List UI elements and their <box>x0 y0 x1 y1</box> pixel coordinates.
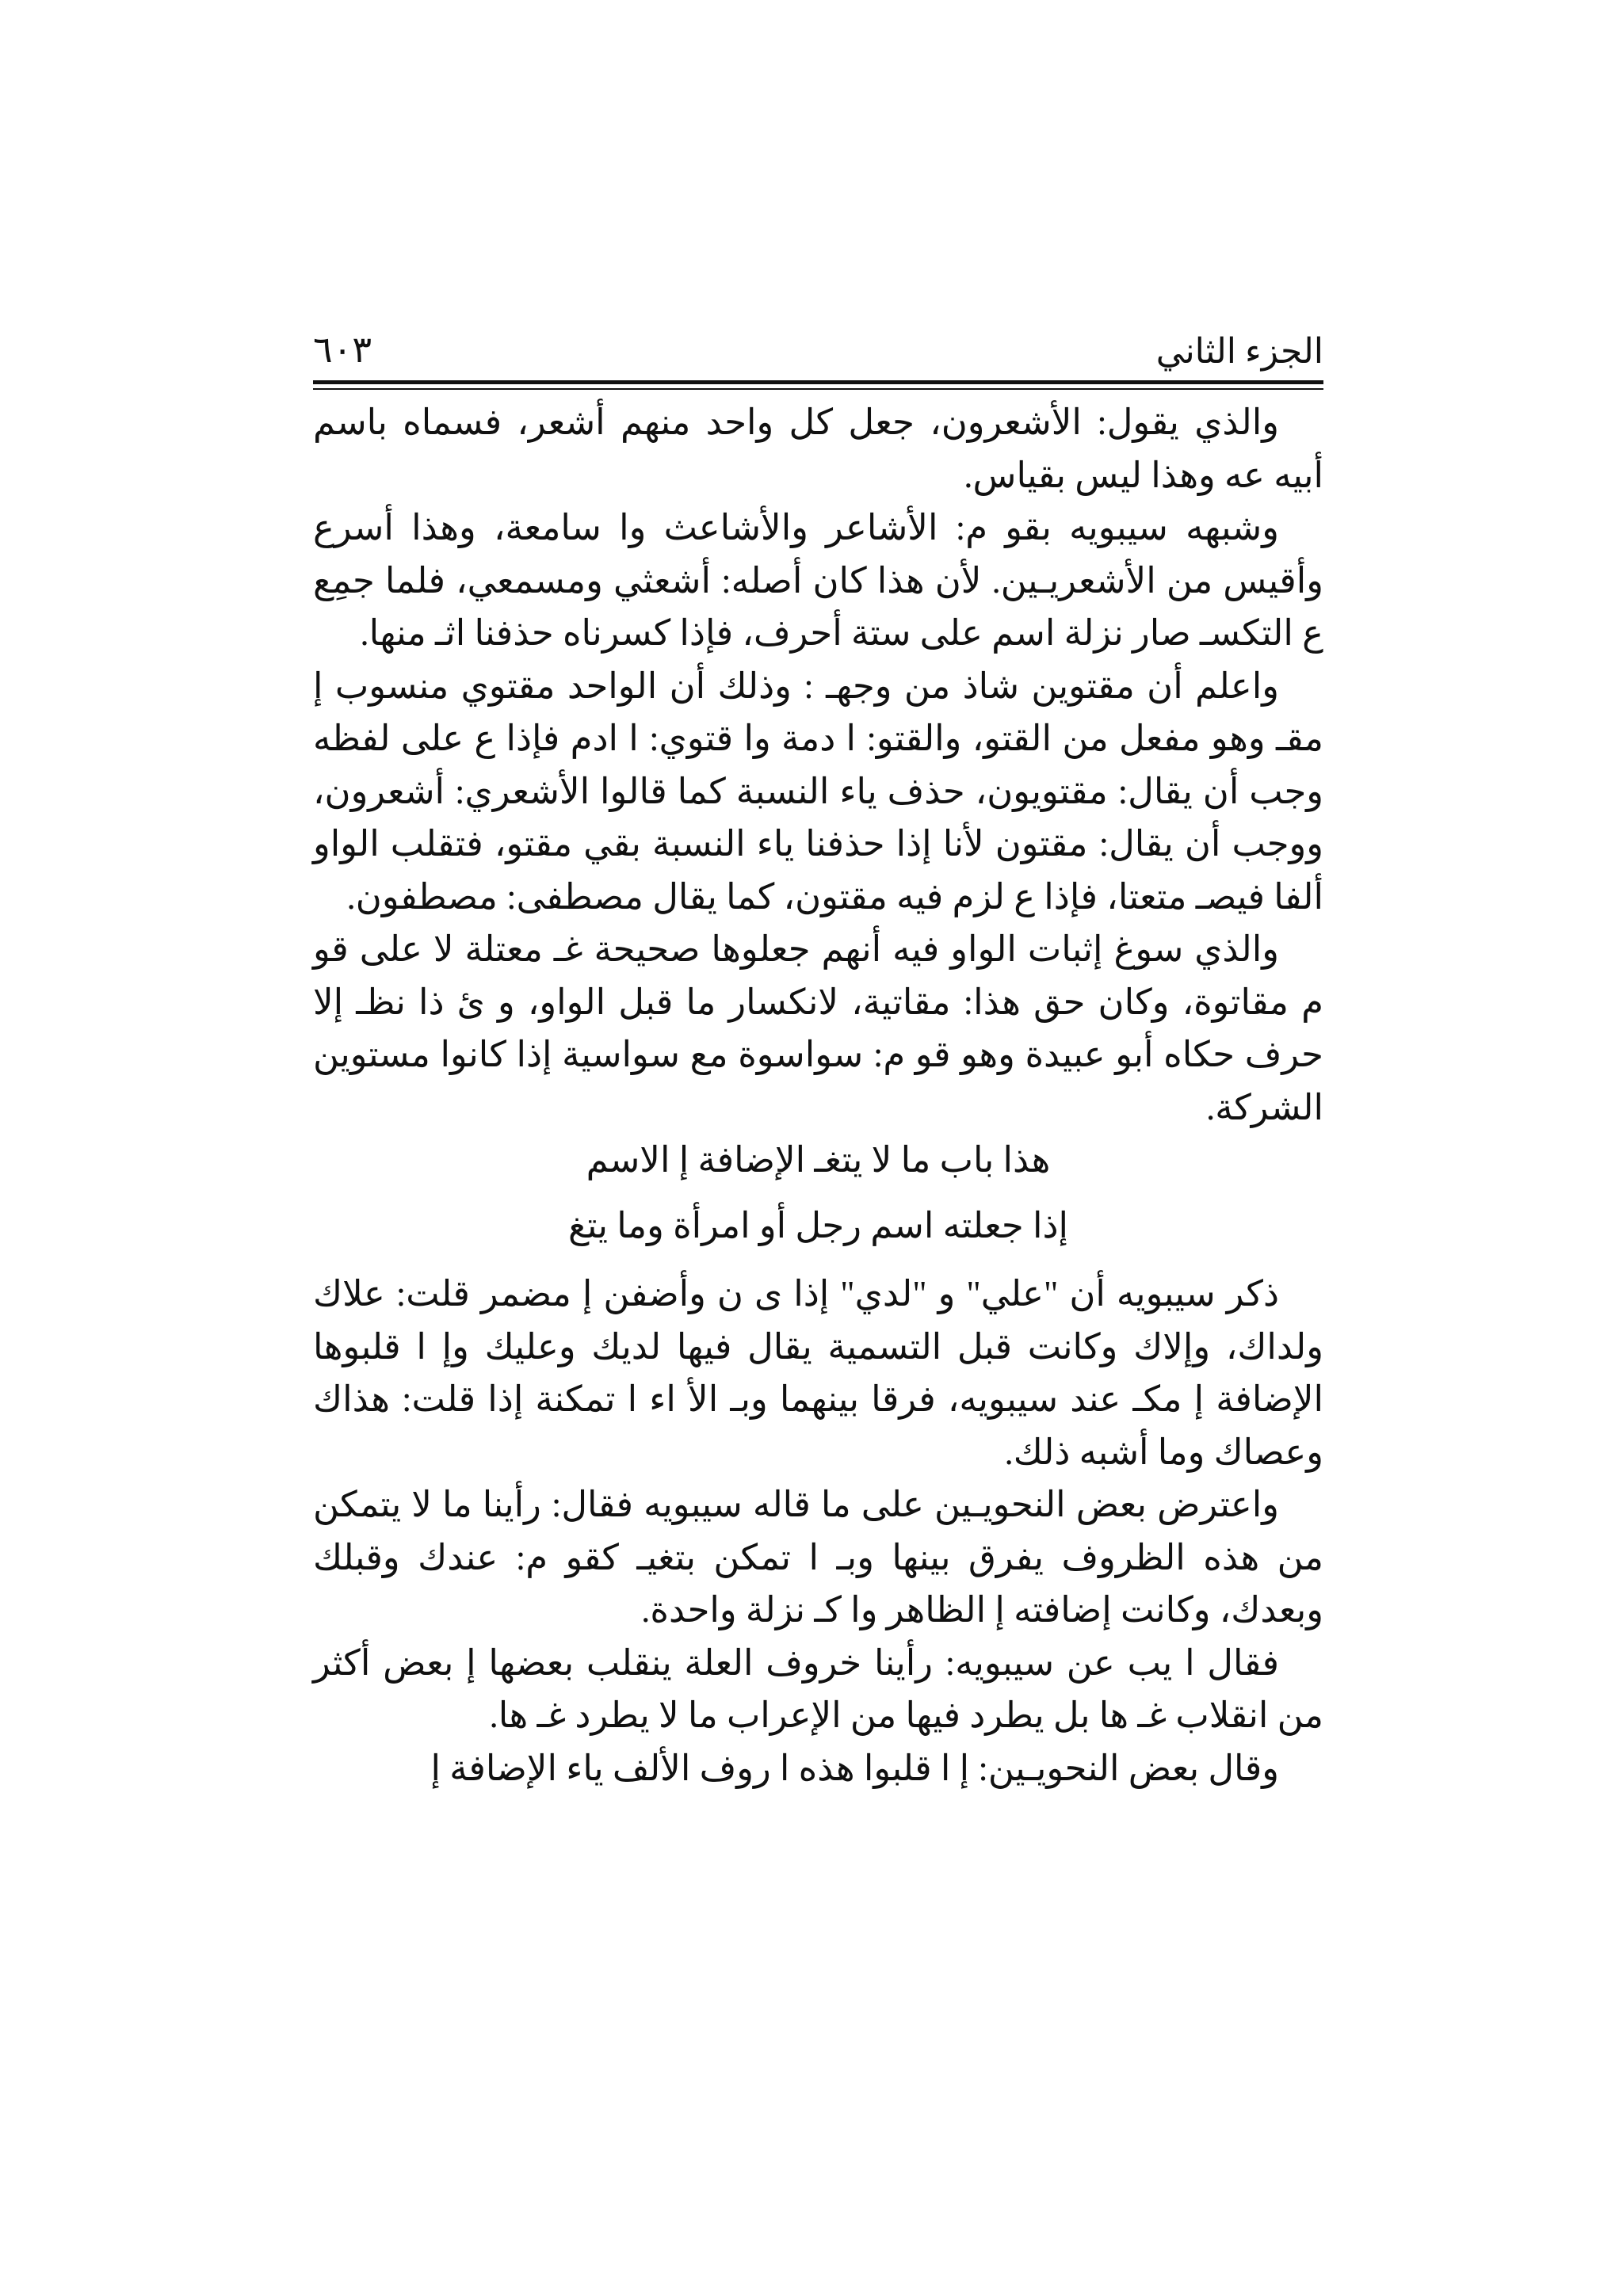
paragraph: والذي يقول: الأشعرون، جعل كل واحد منهم أشعر، فسماه باسم أبيه عه وهذا ليس بقياس. <box>313 402 1323 495</box>
header-rule-thin <box>313 388 1323 390</box>
paragraph: فقال ا يب عن سيبويه: رأينا خروف العلة ينقلب بعضها إ بعض أكثر من انقلاب غـ ها بل يطرد فيها من الإعراب ما لا يطرد غـ ها. <box>313 1642 1323 1735</box>
page-number: ٦٠٣ <box>313 330 372 370</box>
paragraph: واعلم أن مقتوين شاذ من وجهـ : وذلك أن الواحد مقتوي منسوب إ مقـ وهو مفعل من القتو، والقتو: ا دمة وا قتوي: ا ادم فإذا ع على لفظه وجب أن يقال: مقتويون، حذف ياء النسبة كما قالوا الأشعري: أشعرون، ووجب أن يقال: مقتون لأنا إذا حذفنا ياء النسبة بقي مقتو، فتقلب الواو ألفا فيصـ متعتا، فإذا ع لزم فيه مقتون، كما يقال مصطفى: مصطفون. <box>313 666 1323 917</box>
paragraph: وشبهه سيبويه بقو م: الأشاعر والأشاعث وا سامعة، وهذا أسرع وأقيس من الأشعريـين. لأن هذا كان أصله: أشعثي ومسمعي، فلما جمِع ع التكسـ صار نزلة اسم على ستة أحرف، فإذا كسرناه حذفنا اثـ منها. <box>313 508 1323 653</box>
paragraph: واعترض بعض النحويـين على ما قاله سيبويه فقال: رأينا ما لا يتمكن من هذه الظروف يفرق بينها وبـ ا تمكن بتغيـ كقو م: عندك وقبلك وبعدك، وكانت إضافته إ الظاهر وا كـ نزلة واحدة. <box>313 1485 1323 1630</box>
paragraph: ذكر سيبويه أن "علي" و "لدي" إذا ى ن وأضفن إ مضمر قلت: علاك ولداك، وإلاك وكانت قبل التسمية يقال فيها لديك وعليك وإ ا قلبوها الإضافة إ مكـ عند سيبويه، فرقا بينهما وبـ الأ اء ا تمكنة إذا قلت: هذاك وعصاك وما أشبه ذلك. <box>313 1274 1323 1472</box>
body-text <box>313 396 1323 1794</box>
header-rule-thick <box>313 380 1323 384</box>
section-heading: هذا باب ما لا يتغـ الإضافة إ الاسم <box>586 1140 1051 1180</box>
running-head-title: الجزء الثاني <box>1155 332 1323 371</box>
paragraph: والذي سوغ إثبات الواو فيه أنهم جعلوها صحيحة غـ معتلة لا على قو م مقاتوة، وكان حق هذا: مقاتية، لانكسار ما قبل الواو، و ئ ذا نظـ إلا حرف حكاه أبو عبيدة وهو قو م: سواسوة مع سواسية إذا كانوا مستوين الشركة. <box>313 929 1323 1127</box>
running-head <box>313 323 1323 379</box>
paragraph: وقال بعض النحويـين: إ ا قلبوا هذه ا روف الألف ياء الإضافة إ <box>430 1748 1279 1788</box>
section-subheading: إذا جعلته اسم رجل أو امرأة وما يتغ <box>567 1205 1069 1245</box>
